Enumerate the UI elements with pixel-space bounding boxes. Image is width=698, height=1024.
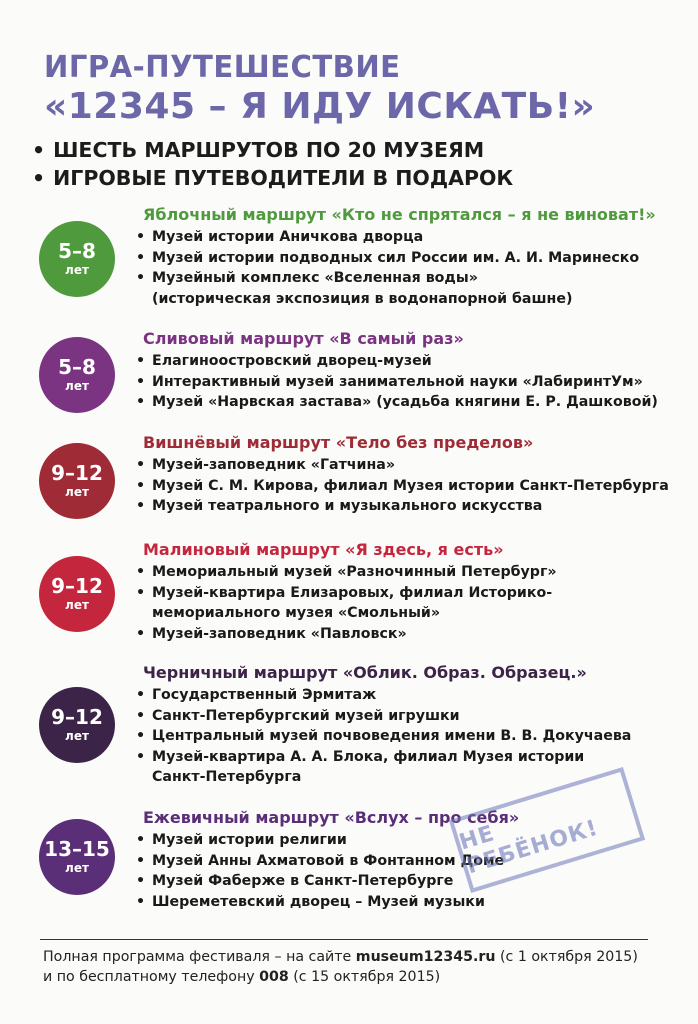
museum-list — [135, 562, 557, 644]
footer-text: (с 15 октября 2015) — [288, 969, 441, 985]
museum-item: • Музей-заповедник «Гатчина» — [135, 455, 669, 476]
museum-list — [135, 351, 658, 413]
age-badge — [39, 337, 115, 413]
footer-text: Полная программа фестиваля – на сайте — [43, 949, 356, 965]
age-range: 9–12 — [51, 574, 103, 598]
museum-item: • Музей-квартира Елизаровых, филиал Историко- — [135, 583, 557, 604]
age-range: 9–12 — [51, 705, 103, 729]
museum-item: • Музей С. М. Кирова, филиал Музея истории Санкт-Петербурга — [135, 476, 669, 497]
museum-list — [135, 455, 669, 517]
museum-list — [135, 685, 631, 788]
age-range: 5–8 — [58, 355, 96, 379]
footer-text: (с 1 октября 2015) — [495, 949, 638, 965]
age-unit: лет — [65, 861, 89, 875]
museum-item: • Музей-заповедник «Павловск» — [135, 624, 557, 645]
age-range: 13–15 — [44, 837, 110, 861]
museum-item: • Государственный Эрмитаж — [135, 685, 631, 706]
age-badge — [39, 556, 115, 632]
footer-info — [43, 947, 638, 987]
route-title: Яблочный маршрут «Кто не спрятался – я не виноват!» — [143, 205, 656, 224]
age-badge — [39, 443, 115, 519]
age-badge — [39, 819, 115, 895]
museum-item-continuation: мемориального музея «Смольный» — [152, 605, 441, 621]
age-unit: лет — [65, 263, 89, 277]
website-link[interactable]: museum12345.ru — [355, 949, 496, 965]
title-line-1: ИГРА-ПУТЕШЕСТВИЕ — [44, 50, 401, 85]
museum-item: • Музей Анны Ахматовой в Фонтанном Доме — [135, 851, 504, 872]
age-unit: лет — [65, 379, 89, 393]
museum-item: • Музей-квартира А. А. Блока, филиал Музея истории — [135, 747, 631, 768]
stamp-text: НЕ РЕБЁНОК! — [456, 815, 602, 880]
phone-number[interactable]: 008 — [259, 969, 289, 985]
route-title: Сливовый маршрут «В самый раз» — [143, 329, 464, 348]
museum-item: • Музей «Нарвская застава» (усадьба княгини Е. Р. Дашковой) — [135, 392, 658, 413]
museum-item: • Мемориальный музей «Разночинный Петербург» — [135, 562, 557, 583]
museum-item: • Интерактивный музей занимательной науки «ЛабиринтУм» — [135, 372, 658, 393]
museum-list — [135, 227, 639, 309]
route-title: Ежевичный маршрут «Вслух – про себя» — [143, 808, 520, 827]
header-bullets — [32, 136, 513, 192]
museum-item-continuation: Санкт-Петербурга — [152, 769, 302, 785]
museum-item: • Шереметевский дворец – Музей музыки — [135, 892, 504, 913]
route-title: Малиновый маршрут «Я здесь, я есть» — [143, 540, 504, 559]
museum-item: • Музей театрального и музыкального искусства — [135, 496, 669, 517]
museum-item: • Музей истории подводных сил России им. А. И. Маринеско — [135, 248, 639, 269]
museum-item: • Музей Фаберже в Санкт-Петербурге — [135, 871, 504, 892]
museum-list — [135, 830, 504, 912]
age-unit: лет — [65, 729, 89, 743]
age-range: 5–8 — [58, 239, 96, 263]
route-title: Черничный маршрут «Облик. Образ. Образец.» — [143, 663, 587, 682]
header-bullet: • ШЕСТЬ МАРШРУТОВ ПО 20 МУЗЕЯМ — [32, 136, 513, 164]
museum-item: • Центральный музей почвоведения имени В. В. Докучаева — [135, 726, 631, 747]
age-range: 9–12 — [51, 461, 103, 485]
age-unit: лет — [65, 598, 89, 612]
museum-item-continuation: (историческая экспозиция в водонапорной башне) — [152, 290, 573, 307]
route-title: Вишнёвый маршрут «Тело без пределов» — [143, 433, 534, 452]
title-line-2: «12345 – Я ИДУ ИСКАТЬ!» — [44, 86, 596, 127]
age-badge — [39, 221, 115, 297]
museum-item: • Санкт-Петербургский музей игрушки — [135, 706, 631, 727]
footer-divider — [40, 939, 648, 940]
header-bullet: • ИГРОВЫЕ ПУТЕВОДИТЕЛИ В ПОДАРОК — [32, 164, 513, 192]
museum-item: • Елагиноостровский дворец-музей — [135, 351, 658, 372]
museum-item: • Музей истории Аничкова дворца — [135, 227, 639, 248]
footer-text: и по бесплатному телефону — [43, 969, 260, 985]
age-badge — [39, 687, 115, 763]
museum-item: • Музейный комплекс «Вселенная воды» — [135, 268, 639, 289]
age-unit: лет — [65, 485, 89, 499]
museum-item: • Музей истории религии — [135, 830, 504, 851]
